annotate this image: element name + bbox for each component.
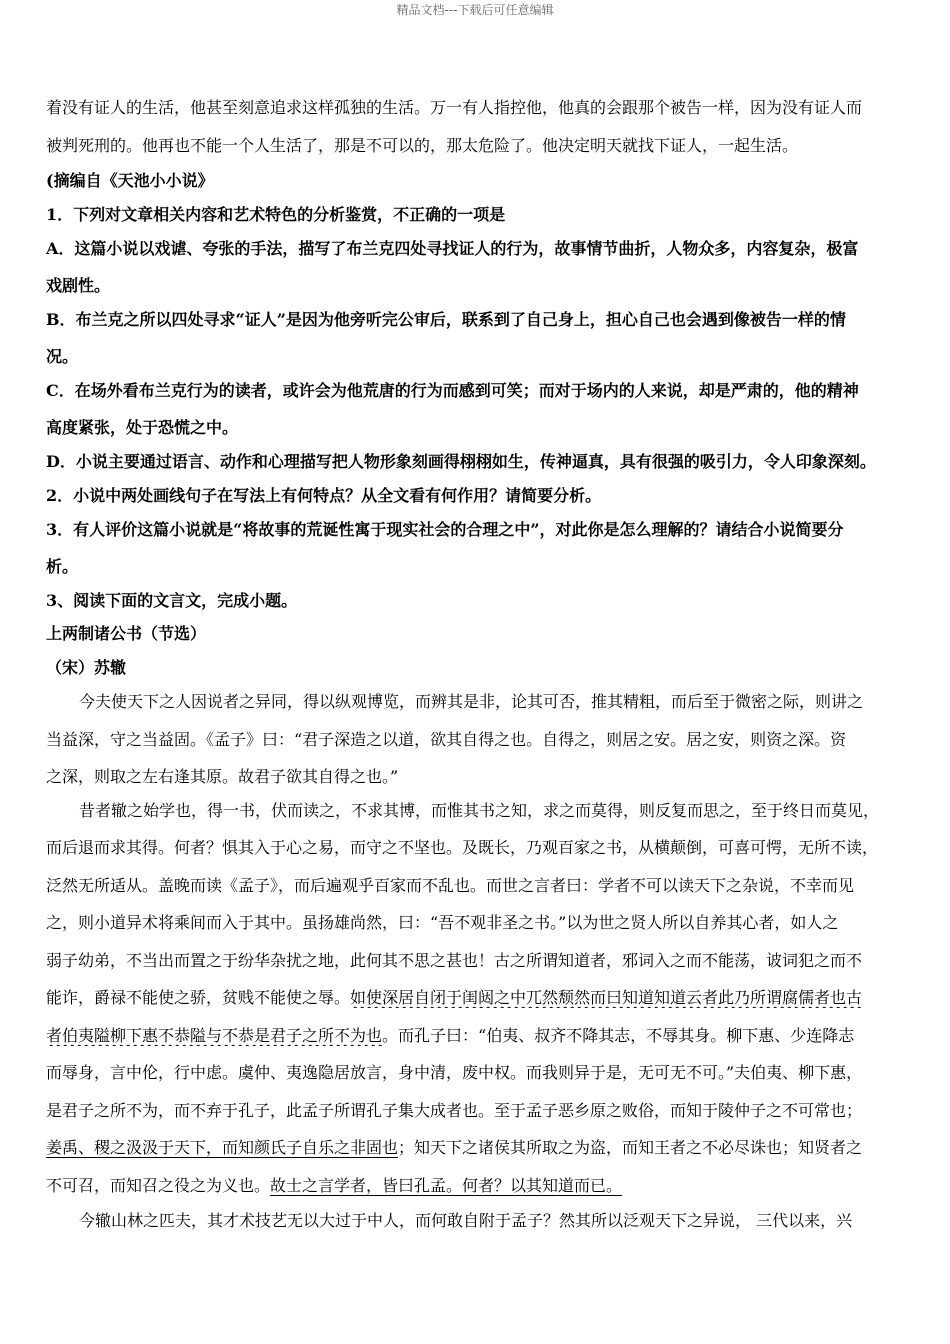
essay-title: 上两制诸公书（节选） [46, 624, 207, 643]
p2-line-9: 是君子之所不为，而不弃于孔子，此孟子所谓孔子集大成者也。至于孟子恶乡原之败俗，而知于陵仲子之不可常也； [46, 1101, 863, 1120]
story-line-2: 被判死刑的。他再也不能一个人生活了，那是不可以的，那太危险了。他决定明天就找下证人，一起生活。 [46, 136, 799, 155]
q2-text: 2．小说中两处画线句子在写法上有何特点？从全文看有何作用？请简要分析。 [46, 486, 602, 505]
q1-option-c-2: 高度紧张，处于恐慌之中。 [46, 418, 239, 437]
p2-line-1: 昔者辙之始学也，得一书，伏而读之，不求其博，而惟其书之知，求之而莫得，则反复而思之，至于终日而莫见， [79, 801, 880, 820]
p2-line-3: 泛然无所适从。盖晚而读《孟子》，而后遍观乎百家而不乱也。而世之言者曰：学者不可以读天下之杂说，不幸而见 [46, 876, 855, 895]
p2-line-11 [46, 1176, 622, 1196]
underlined-sentence-b: 故士之言学者，皆曰孔孟。何者？以其知道而已。 [270, 1176, 623, 1195]
q1-option-a-1: A．这篇小说以戏谑、夸张的手法，描写了布兰克四处寻找证人的行为，故事情节曲折，人物众多，内容复杂，极富 [46, 239, 859, 258]
p2-line-2: 而后退而求其得。何者？惧其入于心之易，而守之不坚也。及既长，乃观百家之书，从横颠倒，可喜可愕，无所不读， [46, 838, 879, 857]
q1-option-d: D．小说主要通过语言、动作和心理描写把人物形象刻画得栩栩如生，传神逼真，具有很强的吸引力，令人印象深刻。 [46, 452, 876, 471]
q1-option-c-1: C．在场外看布兰克行为的读者，或许会为他荒唐的行为而感到可笑；而对于场内的人来说，却是严肃的，他的精神 [46, 381, 859, 400]
q3-line-2: 析。 [46, 557, 79, 576]
q1-stem: 1．下列对文章相关内容和艺术特色的分析鉴赏，不正确的一项是 [46, 205, 506, 224]
p2-line-6 [46, 988, 862, 1008]
p2-line-7 [46, 1026, 854, 1046]
underlined-sentence-a: 姜禹、稷之汲汲于天下，而知颜氏子自乐之非固也 [46, 1138, 399, 1157]
wavy-underlined-sentence-b: 者伯夷隘柳下惠不恭隘与不恭是君子之所不为也 [46, 1026, 383, 1045]
wavy-underlined-sentence-a: 如使深居自闭于闺闼之中兀然颓然而曰知道知道云者此乃所谓腐儒者也古 [350, 988, 863, 1007]
p2-line-8: 而辱身，言中伦，行中虑。虞仲、夷逸隐居放言，身中清，废中权。而我则异于是，无可无不可。”夫伯夷、柳下惠， [46, 1063, 863, 1082]
section-3-title: 3、阅读下面的文言文，完成小题。 [46, 591, 298, 610]
q1-option-b-2: 况。 [46, 347, 79, 366]
p2-line-11-plain: 不可召，而知召之役之为义也。 [46, 1176, 271, 1195]
p3-line-1: 今辙山林之匹夫，其才术技艺无以大过于中人，而何敢自附于孟子？然其所以泛观天下之异说， 三代以来，兴 [79, 1211, 853, 1230]
q3-line-1: 3．有人评价这篇小说就是“将故事的荒诞性寓于现实社会的合理之中”，对此你是怎么理解的？请结合小说简要分 [46, 520, 844, 539]
p2-line-4: 之，则小道异术将乘间而入于其中。虽扬雄尚然，曰：“吾不观非圣之书。”以为世之贤人所以自养其心者，如人之 [46, 913, 839, 932]
p2-line-10 [46, 1138, 862, 1158]
q1-option-b-1: B．布兰克之所以四处寻求“证人”是因为他旁听完公审后，联系到了自己身上，担心自己也会遇到像被告一样的情 [46, 310, 846, 329]
story-line-1: 着没有证人的生活，他甚至刻意追求这样孤独的生活。万一有人指控他，他真的会跟那个被告一样，因为没有证人而 [46, 98, 863, 117]
p1-line-3: 之深，则取之左右逢其原。故君子欲其自得之也。” [46, 767, 399, 786]
essay-author: （宋）苏辙 [46, 658, 127, 677]
p2-line-10-plain: ；知天下之诸侯其所取之为盗，而知王者之不必尽诛也；知贤者之 [398, 1138, 863, 1157]
p2-line-7-plain: 。而孔子曰：“伯夷、叔齐不降其志，不辱其身。柳下惠、少连降志 [382, 1026, 855, 1045]
p2-line-5: 弱子幼弟，不当出而置之于纷华杂扰之地，此何其不思之甚也！古之所谓知道者，邪词入之而不能荡，诐词犯之而不 [46, 951, 863, 970]
source-note: (摘编自《天池小小说》 [46, 171, 214, 190]
q1-option-a-2: 戏剧性。 [46, 276, 111, 295]
p2-line-6-plain: 能诈，爵禄不能使之骄，贫贱不能使之辱。 [46, 988, 351, 1007]
p1-line-1: 今夫使天下之人因说者之异同，得以纵观博览，而辨其是非，论其可否，推其精粗，而后至于微密之际，则讲之 [79, 692, 864, 711]
p1-line-2: 当益深，守之当益固。《孟子》曰：“君子深造之以道，欲其自得之也。自得之，则居之安。居之安，则资之深。资 [46, 730, 847, 749]
page-header: 精品文档---下载后可任意编辑 [396, 3, 554, 17]
